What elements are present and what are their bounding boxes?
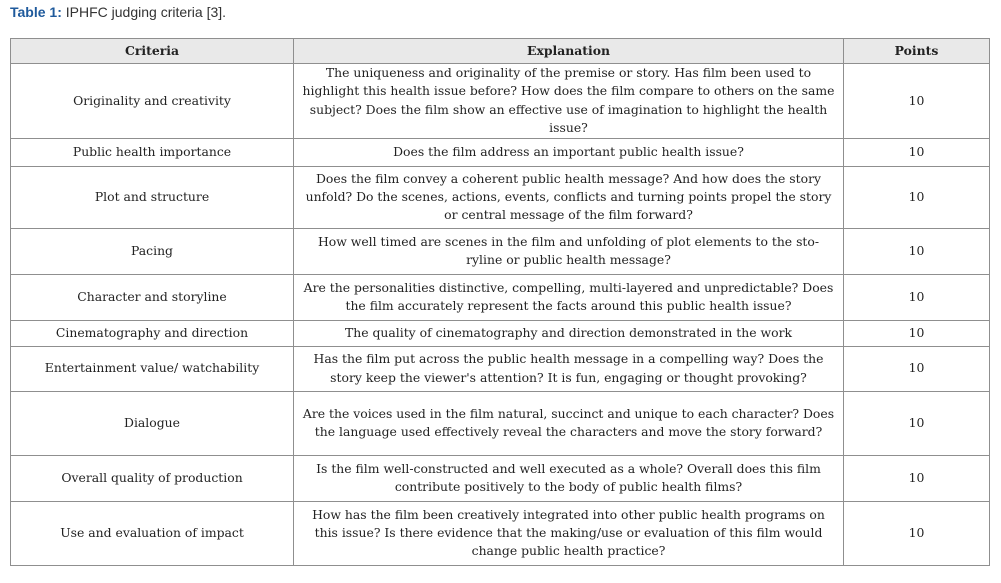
criteria-cell: Public health importance [11,138,294,166]
table-row [11,138,990,166]
points-cell: 10 [844,274,990,320]
points-cell: 10 [844,166,990,228]
criteria-cell: Plot and structure [11,166,294,228]
criteria-cell: Cinematography and direction [11,320,294,346]
table-row [11,228,990,274]
explanation-cell: How well timed are scenes in the film and unfolding of plot elements to the sto-ryline or public health message? [294,228,844,274]
table-caption [10,4,226,20]
explanation-cell: How has the film been creatively integrated into other public health programs on this issue? Is there evidence that the making/use or evaluation of this film would change public health practice? [294,501,844,565]
explanation-cell: Are the personalities distinctive, compelling, multi-layered and unpredictable? Does the film accurately represent the facts around this public health issue? [294,274,844,320]
explanation-cell: The uniqueness and originality of the premise or story. Has film been used to highlight this health issue before? How does the film compare to others on the same subject? Does the film show an effective use of imagination to highlight the health issue? [294,64,844,139]
table-row [11,64,990,139]
criteria-cell: Originality and creativity [11,64,294,139]
table-row [11,501,990,565]
table-row [11,391,990,455]
table-row [11,274,990,320]
criteria-cell: Character and storyline [11,274,294,320]
table-row [11,346,990,391]
points-cell: 10 [844,391,990,455]
points-cell: 10 [844,346,990,391]
table-row [11,455,990,501]
header-explanation: Explanation [294,39,844,64]
table-caption-label: Table 1: [10,4,62,20]
explanation-cell: The quality of cinematography and direction demonstrated in the work [294,320,844,346]
criteria-cell: Entertainment value/ watchability [11,346,294,391]
points-cell: 10 [844,320,990,346]
table-caption-text: IPHFC judging criteria [3]. [61,4,227,20]
explanation-cell: Are the voices used in the film natural, succinct and unique to each character? Does the language used effectively reveal the characters and move the story forward? [294,391,844,455]
explanation-cell: Is the film well-constructed and well executed as a whole? Overall does this film contribute positively to the body of public health films? [294,455,844,501]
header-criteria: Criteria [11,39,294,64]
table-row [11,320,990,346]
points-cell: 10 [844,64,990,139]
points-cell: 10 [844,455,990,501]
explanation-cell: Does the film convey a coherent public health message? And how does the story unfold? Do the scenes, actions, events, conflicts and turning points propel the story or central message of the film forward? [294,166,844,228]
points-cell: 10 [844,501,990,565]
criteria-cell: Overall quality of production [11,455,294,501]
table-header-row [11,39,990,64]
criteria-cell: Pacing [11,228,294,274]
points-cell: 10 [844,228,990,274]
explanation-cell: Has the film put across the public health message in a compelling way? Does the story keep the viewer's attention? It is fun, engaging or thought provoking? [294,346,844,391]
points-cell: 10 [844,138,990,166]
explanation-cell: Does the film address an important public health issue? [294,138,844,166]
judging-criteria-table [10,38,990,566]
table-row [11,166,990,228]
header-points: Points [844,39,990,64]
criteria-cell: Dialogue [11,391,294,455]
criteria-cell: Use and evaluation of impact [11,501,294,565]
